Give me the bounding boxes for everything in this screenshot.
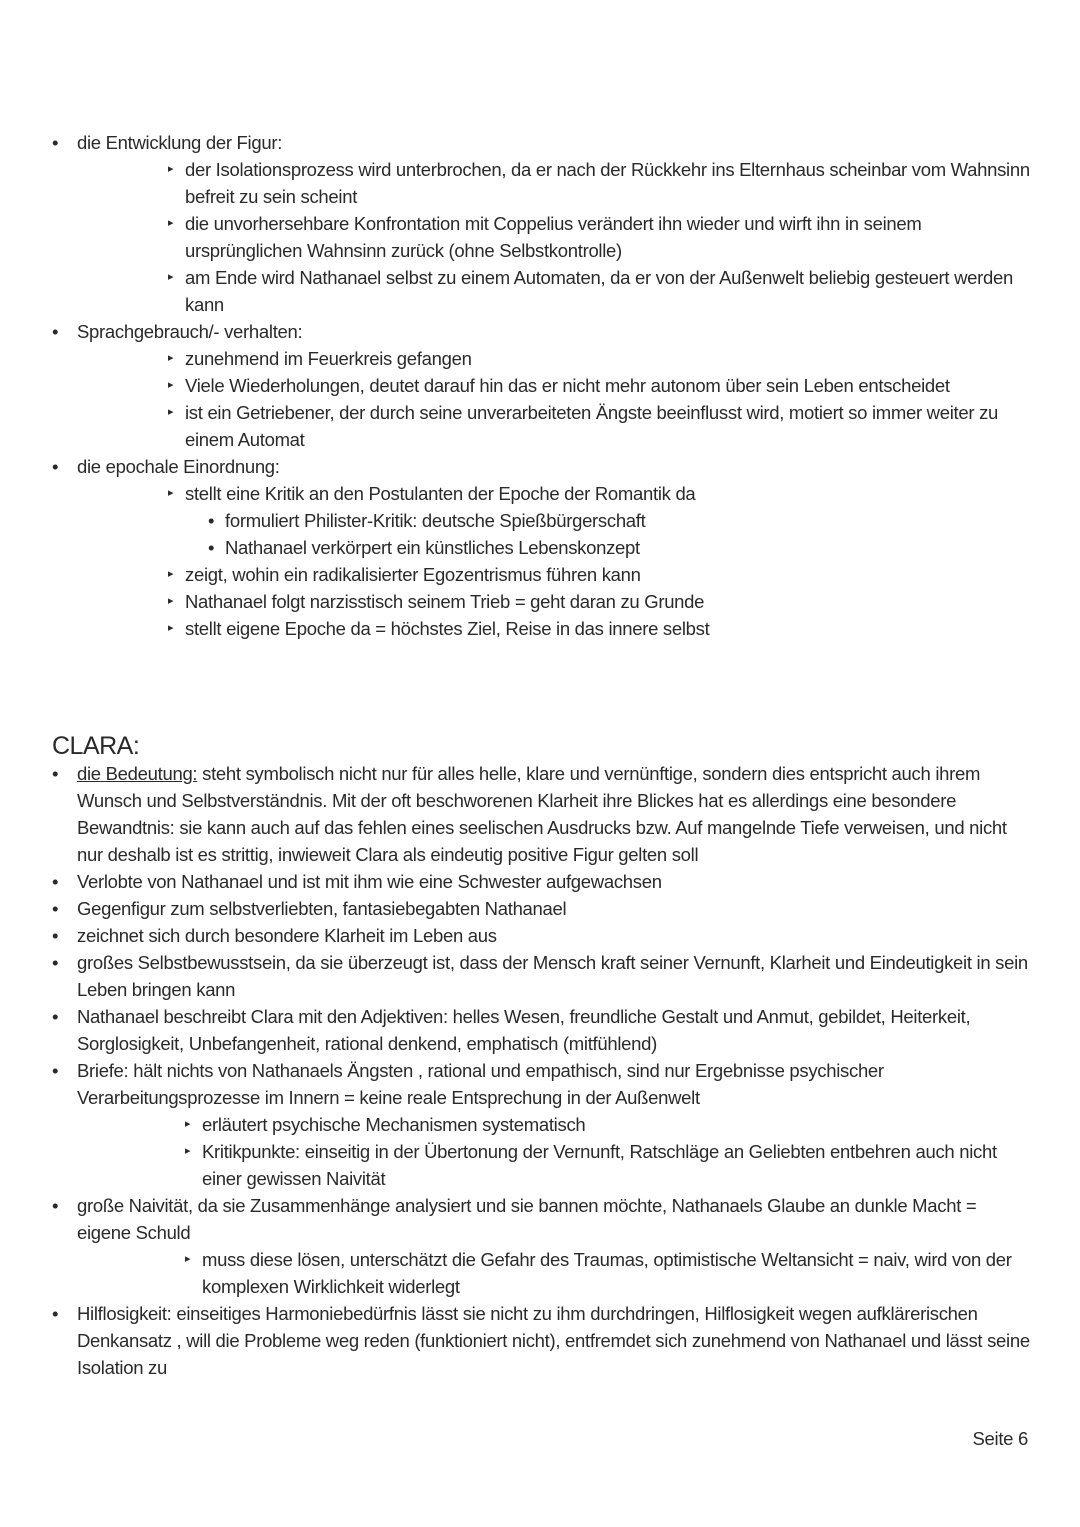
triangle-bullet-icon: ▸ <box>168 487 174 499</box>
list-item <box>52 1192 1032 1246</box>
item-text: ist ein Getriebener, der durch seine unverarbeiteten Ängste beeinflusst wird, motiert so immer weiter zu einem Automat <box>185 402 999 450</box>
sub-list-item <box>52 264 1032 318</box>
nathanael-notes-section <box>52 129 1032 642</box>
bullet-list <box>52 129 1032 642</box>
list-item <box>52 922 1032 949</box>
item-text: zunehmend im Feuerkreis gefangen <box>185 348 472 369</box>
item-text: stellt eigene Epoche da = höchstes Ziel, Reise in das innere selbst <box>185 618 710 639</box>
item-text: der Isolationsprozess wird unterbrochen, da er nach der Rückkehr ins Elternhaus scheinbar vom Wahnsinn befreit zu sein scheint <box>185 159 1030 207</box>
item-text: zeigt, wohin ein radikalisierter Egozentrismus führen kann <box>185 564 641 585</box>
section-heading: CLARA: <box>52 732 140 760</box>
list-item <box>52 318 1032 345</box>
triangle-bullet-icon: ▸ <box>185 1118 191 1130</box>
triangle-bullet-icon: ▸ <box>168 217 174 229</box>
bullet-icon: • <box>52 321 59 342</box>
triangle-bullet-icon: ▸ <box>185 1145 191 1157</box>
triangle-bullet-icon: ▸ <box>168 406 174 418</box>
item-text: zeichnet sich durch besondere Klarheit im Leben aus <box>77 925 497 946</box>
sub-list-item <box>52 1138 1032 1192</box>
item-text: muss diese lösen, unterschätzt die Gefahr des Traumas, optimistische Weltansicht = naiv, wird von der komplexen Wirklichkeit widerlegt <box>202 1249 1012 1297</box>
bullet-icon: • <box>52 132 59 153</box>
item-text: Hilflosigkeit: einseitiges Harmoniebedürfnis lässt sie nicht zu ihm durchdringen, Hilflosigkeit wegen aufklärerischen Denkansatz , will die Probleme weg reden (funktioniert nicht), entfremdet sich zunehmend von Nathanael und lässt seine Isolation zu <box>77 1303 1030 1378</box>
item-text: formuliert Philister-Kritik: deutsche Spießbürgerschaft <box>225 510 646 531</box>
list-item <box>52 868 1032 895</box>
bullet-icon: • <box>52 871 59 892</box>
sub-list-item <box>52 1246 1032 1300</box>
bullet-list <box>52 760 1032 1381</box>
list-item <box>52 949 1032 1003</box>
page-number: Seite 6 <box>972 1428 1028 1449</box>
sub-list-item <box>52 345 1032 372</box>
item-text: Viele Wiederholungen, deutet darauf hin das er nicht mehr autonom über sein Leben entscheidet <box>185 375 950 396</box>
triangle-bullet-icon: ▸ <box>168 595 174 607</box>
item-text: große Naivität, da sie Zusammenhänge analysiert und sie bannen möchte, Nathanaels Glaube an dunkle Macht = eigene Schuld <box>77 1195 977 1243</box>
bullet-icon: • <box>52 1303 59 1324</box>
item-label: die Bedeutung: <box>77 763 198 784</box>
item-text: die epochale Einordnung: <box>77 456 280 477</box>
list-item <box>52 453 1032 480</box>
sub-list-item <box>52 588 1032 615</box>
item-text: Nathanael beschreibt Clara mit den Adjektiven: helles Wesen, freundliche Gestalt und Anmut, gebildet, Heiterkeit, Sorglosigkeit, Unbefangenheit, rational denkend, emphatisch (mitfühlend) <box>77 1006 971 1054</box>
triangle-bullet-icon: ▸ <box>168 163 174 175</box>
bullet-icon: • <box>52 952 59 973</box>
list-item <box>52 1300 1032 1381</box>
sub-list-item <box>52 399 1032 453</box>
triangle-bullet-icon: ▸ <box>185 1253 191 1265</box>
list-item <box>52 760 1032 868</box>
triangle-bullet-icon: ▸ <box>168 352 174 364</box>
item-text: Kritikpunkte: einseitig in der Übertonung der Vernunft, Ratschläge an Geliebten entbehren auch nicht einer gewissen Naivität <box>202 1141 997 1189</box>
item-text: großes Selbstbewusstsein, da sie überzeugt ist, dass der Mensch kraft seiner Vernunft, Klarheit und Eindeutigkeit in sein Leben bringen kann <box>77 952 1028 1000</box>
item-text: die Entwicklung der Figur: <box>77 132 283 153</box>
item-text: erläutert psychische Mechanismen systematisch <box>202 1114 586 1135</box>
item-text: Nathanael verkörpert ein künstliches Lebenskonzept <box>225 537 640 558</box>
item-text: Nathanael folgt narzisstisch seinem Trieb = geht daran zu Grunde <box>185 591 705 612</box>
clara-section <box>52 730 1032 1381</box>
triangle-bullet-icon: ▸ <box>168 568 174 580</box>
sub-list-item <box>52 1111 1032 1138</box>
item-text: steht symbolisch nicht nur für alles helle, klare und vernünftige, sondern dies entspricht auch ihrem Wunsch und Selbstverständnis. Mit der oft beschworenen Klarheit ihre Blickes hat es allerdings eine besondere Bewandtnis: sie kann auch auf das fehlen eines seelischen Ausdrucks bzw. Auf mangelnde Tiefe verweisen, und nicht nur deshalb ist es strittig, inwieweit Clara als eindeutig positive Figur gelten soll <box>77 763 1007 865</box>
bullet-icon: • <box>52 898 59 919</box>
bullet-icon: • <box>52 925 59 946</box>
triangle-bullet-icon: ▸ <box>168 271 174 283</box>
bullet-icon: • <box>52 456 59 477</box>
bullet-icon: • <box>52 1006 59 1027</box>
item-text: Sprachgebrauch/- verhalten: <box>77 321 303 342</box>
sub-sub-list-item <box>52 507 1032 534</box>
sub-sub-list-item <box>52 534 1032 561</box>
list-item <box>52 129 1032 156</box>
item-text: Verlobte von Nathanael und ist mit ihm wie eine Schwester aufgewachsen <box>77 871 662 892</box>
item-text: stellt eine Kritik an den Postulanten der Epoche der Romantik da <box>185 483 696 504</box>
triangle-bullet-icon: ▸ <box>168 622 174 634</box>
bullet-icon: • <box>208 510 215 531</box>
sub-list-item <box>52 480 1032 507</box>
list-item <box>52 1057 1032 1111</box>
bullet-icon: • <box>52 763 59 784</box>
sub-list-item <box>52 372 1032 399</box>
triangle-bullet-icon: ▸ <box>168 379 174 391</box>
item-text: Gegenfigur zum selbstverliebten, fantasiebegabten Nathanael <box>77 898 567 919</box>
item-text: am Ende wird Nathanael selbst zu einem Automaten, da er von der Außenwelt beliebig gesteuert werden kann <box>185 267 1013 315</box>
bullet-icon: • <box>208 537 215 558</box>
sub-list-item <box>52 210 1032 264</box>
bullet-icon: • <box>52 1195 59 1216</box>
bullet-icon: • <box>52 1060 59 1081</box>
sub-list-item <box>52 561 1032 588</box>
sub-list-item <box>52 156 1032 210</box>
sub-list-item <box>52 615 1032 642</box>
item-text: Briefe: hält nichts von Nathanaels Ängsten , rational und empathisch, sind nur Ergebnisse psychischer Verarbeitungsprozesse im Innern = keine reale Entsprechung in der Außenwelt <box>77 1060 884 1108</box>
item-text: die unvorhersehbare Konfrontation mit Coppelius verändert ihn wieder und wirft ihn in seinem ursprünglichen Wahnsinn zurück (ohne Selbstkontrolle) <box>185 213 922 261</box>
list-item <box>52 1003 1032 1057</box>
list-item <box>52 895 1032 922</box>
